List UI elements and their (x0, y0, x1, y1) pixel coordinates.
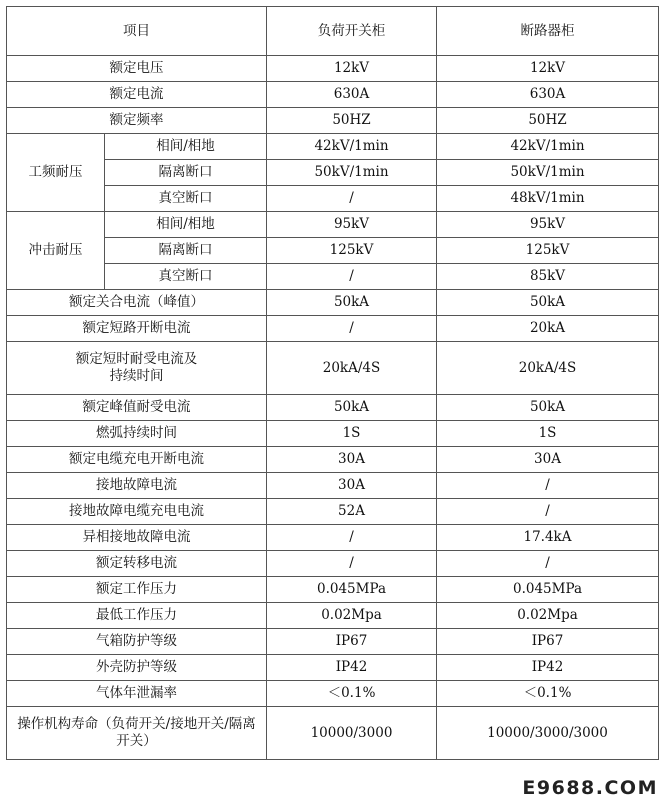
load-value: 12kV (267, 56, 437, 82)
row-label: 额定峰值耐受电流 (7, 395, 267, 421)
header-item: 项目 (7, 7, 267, 56)
table-row (7, 186, 659, 212)
breaker-value: IP42 (437, 655, 659, 681)
table-row (7, 655, 659, 681)
table-row (7, 629, 659, 655)
row-label: 隔离断口 (105, 238, 267, 264)
row-label: 外壳防护等级 (7, 655, 267, 681)
header-load-switch-cabinet: 负荷开关柜 (267, 7, 437, 56)
table-row (7, 421, 659, 447)
row-label: 额定转移电流 (7, 551, 267, 577)
load-value: 20kA/4S (267, 342, 437, 395)
load-value: 0.045MPa (267, 577, 437, 603)
breaker-value: 48kV/1min (437, 186, 659, 212)
breaker-value: ＜0.1% (437, 681, 659, 707)
row-label: 相间/相地 (105, 134, 267, 160)
row-label: 最低工作压力 (7, 603, 267, 629)
load-value: / (267, 316, 437, 342)
breaker-value: 0.045MPa (437, 577, 659, 603)
breaker-value: 50HZ (437, 108, 659, 134)
breaker-value: 0.02Mpa (437, 603, 659, 629)
load-value: 50kV/1min (267, 160, 437, 186)
breaker-value: / (437, 499, 659, 525)
table-row (7, 447, 659, 473)
breaker-value: 1S (437, 421, 659, 447)
table-row (7, 56, 659, 82)
breaker-value: 17.4kA (437, 525, 659, 551)
table-row (7, 395, 659, 421)
breaker-value: 20kA/4S (437, 342, 659, 395)
table-row (7, 82, 659, 108)
row-label: 额定工作压力 (7, 577, 267, 603)
row-label: 相间/相地 (105, 212, 267, 238)
row-label: 额定电流 (7, 82, 267, 108)
table-row (7, 238, 659, 264)
header-circuit-breaker-cabinet: 断路器柜 (437, 7, 659, 56)
load-value: IP67 (267, 629, 437, 655)
table-row (7, 577, 659, 603)
load-value: 50kA (267, 395, 437, 421)
row-label-text: 操作机构寿命（负荷开关/接地开关/隔离开关） (17, 716, 256, 749)
table-row (7, 681, 659, 707)
load-value: 95kV (267, 212, 437, 238)
row-label: 额定关合电流（峰值） (7, 290, 267, 316)
table-row (7, 290, 659, 316)
row-label: 额定电缆充电开断电流 (7, 447, 267, 473)
load-value: / (267, 186, 437, 212)
breaker-value: IP67 (437, 629, 659, 655)
row-label: 真空断口 (105, 186, 267, 212)
breaker-value: 20kA (437, 316, 659, 342)
load-value: 42kV/1min (267, 134, 437, 160)
table-row (7, 316, 659, 342)
table-row (7, 342, 659, 395)
row-label: 隔离断口 (105, 160, 267, 186)
breaker-value: 50kA (437, 290, 659, 316)
load-value: / (267, 525, 437, 551)
table-row (7, 264, 659, 290)
row-label: 燃弧持续时间 (7, 421, 267, 447)
load-value: / (267, 264, 437, 290)
table-row (7, 707, 659, 760)
load-value: / (267, 551, 437, 577)
row-label: 异相接地故障电流 (7, 525, 267, 551)
breaker-value: 50kV/1min (437, 160, 659, 186)
load-value: 50HZ (267, 108, 437, 134)
table-row (7, 603, 659, 629)
row-label: 接地故障电流 (7, 473, 267, 499)
row-label: 额定短路开断电流 (7, 316, 267, 342)
load-value: 0.02Mpa (267, 603, 437, 629)
row-label (7, 342, 267, 395)
row-label: 真空断口 (105, 264, 267, 290)
table-row (7, 473, 659, 499)
group-power-frequency-withstand: 工频耐压 (7, 134, 105, 212)
breaker-value: 10000/3000/3000 (437, 707, 659, 760)
load-value: 1S (267, 421, 437, 447)
breaker-value: 85kV (437, 264, 659, 290)
load-value: 30A (267, 473, 437, 499)
load-value: 125kV (267, 238, 437, 264)
breaker-value: 95kV (437, 212, 659, 238)
row-label-text: 额定短时耐受电流及持续时间 (75, 351, 198, 384)
row-label: 接地故障电缆充电电流 (7, 499, 267, 525)
load-value: 52A (267, 499, 437, 525)
table-row (7, 134, 659, 160)
row-label: 气体年泄漏率 (7, 681, 267, 707)
table-row (7, 108, 659, 134)
table-header-row (7, 7, 659, 56)
load-value: ＜0.1% (267, 681, 437, 707)
spec-table (6, 6, 659, 760)
load-value: 630A (267, 82, 437, 108)
breaker-value: 12kV (437, 56, 659, 82)
row-label: 额定频率 (7, 108, 267, 134)
breaker-value: 50kA (437, 395, 659, 421)
breaker-value: / (437, 473, 659, 499)
breaker-value: 630A (437, 82, 659, 108)
load-value: IP42 (267, 655, 437, 681)
table-row (7, 212, 659, 238)
table-row (7, 551, 659, 577)
load-value: 30A (267, 447, 437, 473)
breaker-value: 125kV (437, 238, 659, 264)
row-label (7, 707, 267, 760)
table-row (7, 160, 659, 186)
group-impulse-withstand: 冲击耐压 (7, 212, 105, 290)
row-label: 额定电压 (7, 56, 267, 82)
breaker-value: 30A (437, 447, 659, 473)
site-watermark: E9688.COM (522, 777, 658, 799)
table-row (7, 525, 659, 551)
breaker-value: 42kV/1min (437, 134, 659, 160)
row-label: 气箱防护等级 (7, 629, 267, 655)
table-row (7, 499, 659, 525)
load-value: 10000/3000 (267, 707, 437, 760)
breaker-value: / (437, 551, 659, 577)
load-value: 50kA (267, 290, 437, 316)
